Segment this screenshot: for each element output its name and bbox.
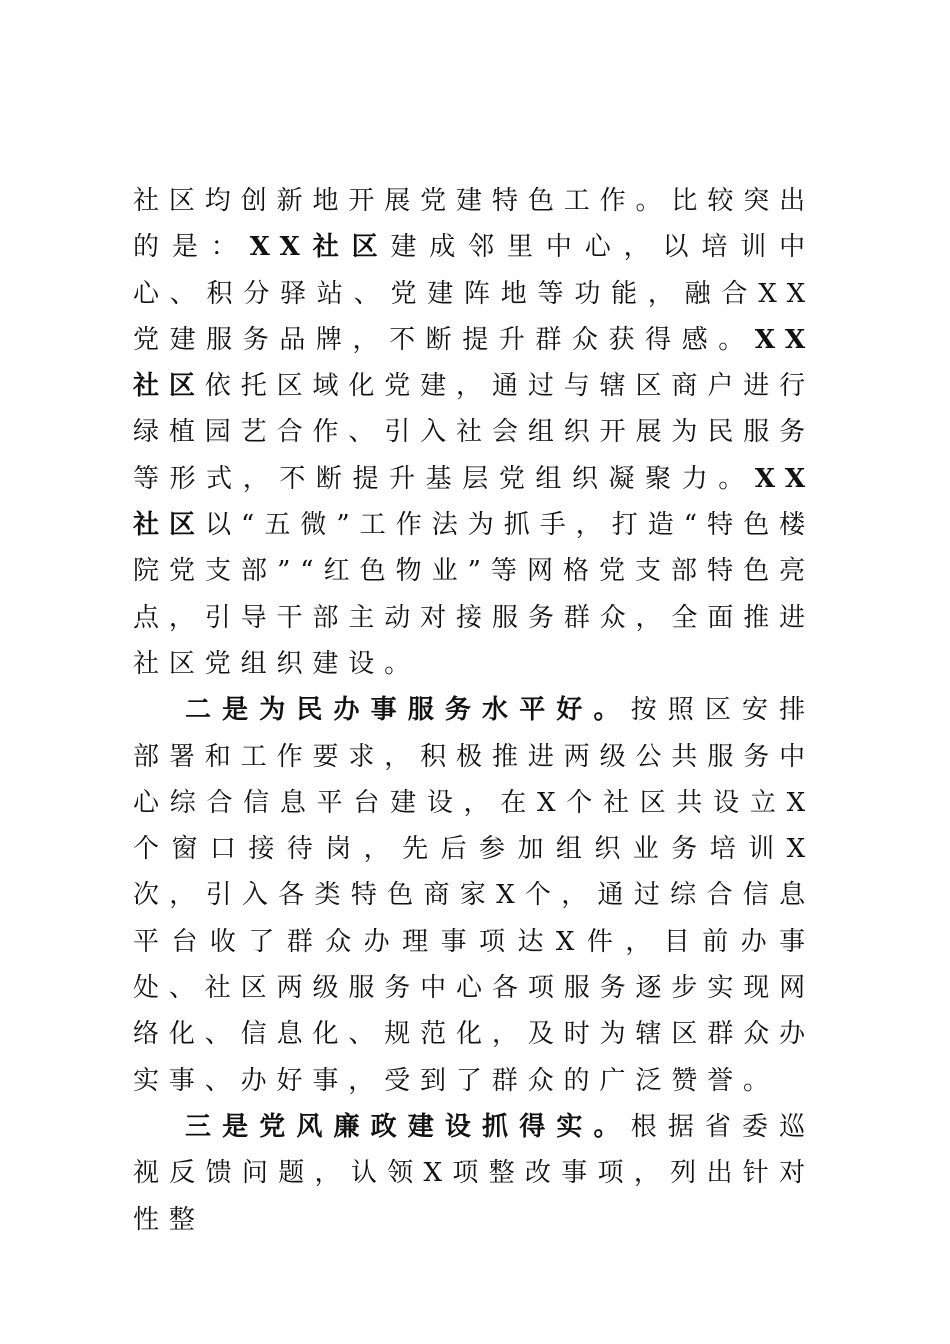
paragraph-community-party-building (133, 178, 815, 687)
text-segment: 以“五微”工作法为抓手，打造“特色楼院党支部”“红色物业”等网格党支部特色亮点，引导干部主动对接服务群众，全面推进社区党组织建设。 (133, 510, 815, 679)
paragraph-heading: 二是为民办事服务水平好。 (185, 695, 631, 726)
text-segment: 按照区安排部署和工作要求，积极推进两级公共服务中心综合信息平台建设，在X个社区共设立X个窗口接待岗，先后参加组织业务培训X次，引入各类特色商家X个，通过综合信息平台收了群众办理事项达X件，目前办事处、社区两级服务中心各项服务逐步实现网络化、信息化、规范化，及时为辖区群众办实事、办好事，受到了群众的广泛赞誉。 (133, 695, 816, 1096)
bold-community-name: XX社区 (133, 463, 815, 541)
body-text (133, 178, 815, 1243)
text-segment: 根据省委巡视反馈问题，认领X项整改事项，列出针对性整 (133, 1111, 816, 1235)
text-segment: 建成邻里中心，以培训中心、积分驿站、党建阵地等功能，融合XX党建服务品牌，不断提升群众获得感。 (133, 232, 815, 355)
paragraph-heading: 三是党风廉政建设抓得实。 (185, 1111, 631, 1142)
paragraph-clean-governance (133, 1104, 815, 1243)
paragraph-public-service (133, 687, 815, 1104)
bold-community-name: XX社区 (249, 232, 391, 263)
bold-community-name: XX社区 (133, 324, 815, 402)
text-segment: 社区均创新地开展党建特色工作。比较突出的是： (133, 186, 815, 263)
text-segment: 依托区域化党建，通过与辖区商户进行绿植园艺合作、引入社会组织开展为民服务等形式，不断提升基层党组织凝聚力。 (133, 371, 815, 494)
